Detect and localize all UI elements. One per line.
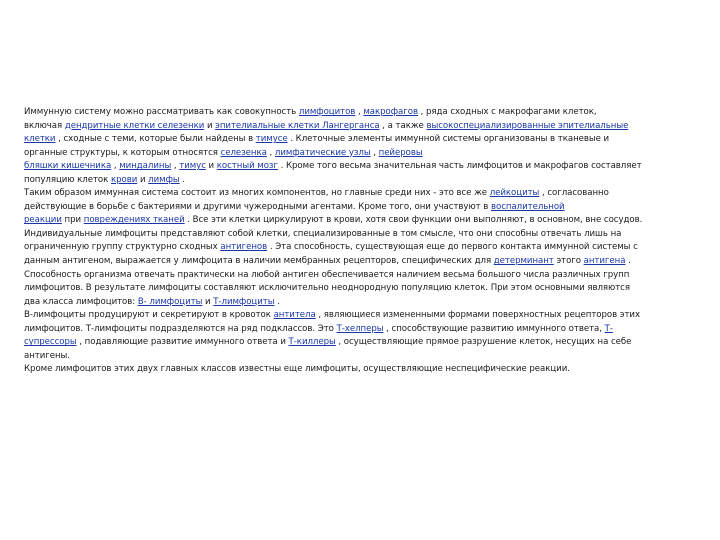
text-span: при — [61, 215, 84, 226]
text-span: . Клеточные элементы иммунной системы организованы в тканевые и — [287, 134, 610, 145]
text-span: Таким образом иммунная система состоит из многих компонентов, но главные среди них - это все же — [24, 188, 490, 199]
text-line — [24, 282, 664, 296]
term-link[interactable]: антитела — [273, 310, 316, 321]
text-span: , осуществляющие прямое разрушение клеток, несущих на себе — [335, 337, 632, 348]
text-span: антигены. — [24, 350, 70, 361]
text-line — [24, 296, 664, 310]
text-line — [24, 160, 664, 174]
text-span: . Кроме того весьма значительная часть лимфоцитов и макрофагов составляет — [277, 161, 642, 172]
term-link[interactable]: антигенов — [220, 242, 268, 253]
text-line — [24, 255, 664, 269]
term-link[interactable]: тимусе — [255, 134, 288, 145]
text-span: . — [179, 174, 185, 185]
text-line — [24, 363, 664, 377]
text-span: , ряда сходных с макрофагами клеток, — [417, 107, 597, 117]
text-span: , — [355, 107, 364, 117]
text-line — [24, 174, 664, 188]
text-span: ограниченную группу структурно сходных — [24, 242, 221, 253]
text-line — [24, 214, 664, 228]
term-link[interactable]: Т-киллеры — [288, 337, 336, 348]
text-line — [24, 201, 664, 215]
term-link[interactable]: дендритные клетки селезенки — [64, 120, 205, 131]
text-line — [24, 336, 664, 350]
text-span: два класса лимфоцитов: — [24, 296, 138, 307]
term-link[interactable]: Т-лимфоциты — [213, 296, 275, 307]
text-line — [24, 228, 664, 242]
text-line — [24, 350, 664, 364]
term-link[interactable]: супрессоры — [24, 337, 77, 348]
term-link[interactable]: лимфоцитов — [298, 107, 356, 117]
text-span: и — [137, 174, 149, 185]
text-span: , подавляющие развитие иммунного ответа и — [76, 337, 289, 348]
text-line — [24, 106, 664, 120]
text-line — [24, 120, 664, 134]
text-span: , являющиеся измененными формами поверхностных рецепторов этих — [315, 310, 640, 321]
text-span: и — [205, 161, 217, 172]
text-line — [24, 269, 664, 283]
text-span: органные структуры, к которым относятся — [24, 147, 221, 158]
term-link[interactable]: тимус — [179, 161, 206, 172]
text-span: Иммунную систему можно рассматривать как совокупность — [24, 107, 299, 117]
text-span: популяцию клеток — [24, 174, 111, 185]
text-span: Способность организма отвечать практически на любой антиген обеспечивается наличием весьма большого числа различных групп — [24, 269, 630, 280]
term-link[interactable]: крови — [110, 174, 138, 185]
text-line — [24, 309, 664, 323]
text-span: действующие в борьбе с бактериями и другими чужеродными агентами. Кроме того, они участвуют в — [24, 201, 491, 212]
term-link[interactable]: макрофагов — [363, 107, 418, 117]
term-link[interactable]: пейеровы — [378, 147, 423, 158]
text-span: , — [266, 147, 275, 158]
text-span: В-лимфоциты продуцируют и секретируют в кровоток — [24, 310, 274, 321]
term-link[interactable]: лимфы — [148, 174, 180, 185]
text-span: , способствующие развитию иммунного ответа, — [383, 323, 605, 334]
term-link[interactable]: костный мозг — [216, 161, 278, 172]
term-link[interactable]: миндалины — [119, 161, 172, 172]
term-link[interactable]: лимфатические узлы — [274, 147, 371, 158]
term-link[interactable]: реакции — [24, 215, 62, 226]
text-span: Индивидуальные лимфоциты представляют собой клетки, специализированные в том смысле, что они способны отвечать лишь на — [24, 228, 622, 239]
term-link[interactable]: Т- — [604, 323, 613, 334]
term-link[interactable]: детерминант — [493, 256, 554, 267]
text-span: . Эта способность, существующая еще до первого контакта иммунной системы с — [267, 242, 638, 253]
text-span: включая — [24, 120, 65, 131]
text-span: Кроме лимфоцитов этих двух главных классов известны еще лимфоциты, осуществляющие неспецифические реакции. — [24, 364, 570, 375]
term-link[interactable]: воспалительной — [490, 201, 565, 212]
text-line — [24, 323, 664, 337]
text-span: данным антигеном, выражается у лимфоцита в наличии мембранных рецепторов, специфических для — [24, 256, 494, 267]
term-link[interactable]: антигена — [583, 256, 626, 267]
term-link[interactable]: В- лимфоциты — [137, 296, 203, 307]
text-span: . Все эти клетки циркулируют в крови, хотя свои функции они выполняют, в основном, вне сосудов. — [184, 215, 643, 226]
text-span: и — [202, 296, 214, 307]
text-span: , — [370, 147, 379, 158]
text-span: , — [171, 161, 180, 172]
term-link[interactable]: повреждениях тканей — [83, 215, 185, 226]
term-link[interactable]: селезенка — [220, 147, 267, 158]
term-link[interactable]: Т-хелперы — [336, 323, 384, 334]
text-span: этого — [553, 256, 584, 267]
text-line — [24, 187, 664, 201]
text-span: , сходные с теми, которые были найдены в — [55, 134, 256, 145]
term-link[interactable]: лейкоциты — [489, 188, 540, 199]
term-link[interactable]: высокоспециализированные эпителиальные — [426, 120, 629, 131]
text-span: лимфоцитов. В результате лимфоциты составляют исключительно неоднородную популяцию клеток. При этом основными являются — [24, 283, 630, 294]
text-span: . — [274, 296, 280, 307]
document-text — [24, 106, 664, 377]
text-line — [24, 241, 664, 255]
text-span: , согласованно — [539, 188, 609, 199]
text-line — [24, 147, 664, 161]
text-span: , — [111, 161, 120, 172]
term-link[interactable]: эпителиальные клетки Лангерганса — [215, 120, 380, 131]
term-link[interactable]: клетки — [24, 134, 56, 145]
text-line — [24, 133, 664, 147]
text-span: . — [625, 256, 631, 267]
term-link[interactable]: бляшки кишечника — [24, 161, 112, 172]
text-span: , а также — [379, 120, 427, 131]
text-span: лимфоцитов. Т-лимфоциты подразделяются на ряд подклассов. Это — [24, 323, 337, 334]
text-span: и — [204, 120, 216, 131]
